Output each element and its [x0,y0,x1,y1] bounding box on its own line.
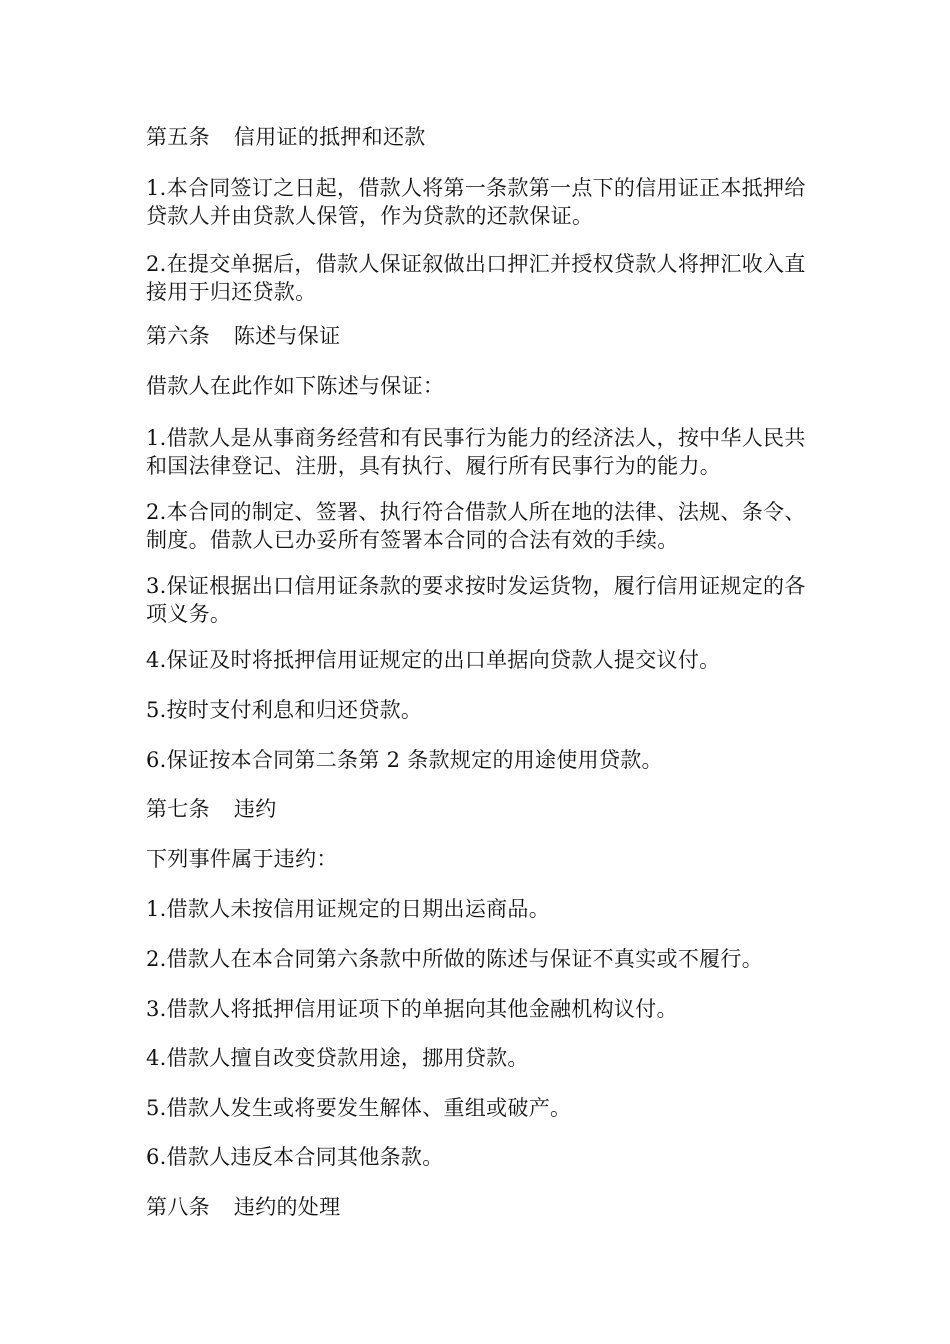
article-8-heading [146,1193,812,1221]
article-5-number: 第五条 [146,125,210,149]
article-6-heading [146,322,812,350]
article-7-number: 第七条 [146,797,210,821]
article-7-intro: 下列事件属于违约： [146,847,338,871]
article-6-item-6: 6.保证按本合同第二条第 2 条款规定的用途使用贷款。 [146,748,663,772]
article-8-number: 第八条 [146,1195,210,1219]
article-7-item-3: 3.借款人将抵押信用证项下的单据向其他金融机构议付。 [146,997,678,1021]
article-7-item-4: 4.借款人擅自改变贷款用途，挪用贷款。 [146,1046,529,1070]
article-6-item-1: 1.借款人是从事商务经营和有民事行为能力的经济法人，按中华人民共和国法律登记、注册，具有执行、履行所有民事行为的能力。 [146,426,806,478]
article-6-item-5: 5.按时支付利息和归还贷款。 [146,698,423,722]
article-7-item-5: 5.借款人发生或将要发生解体、重组或破产。 [146,1096,572,1120]
article-5-item-2: 2.在提交单据后，借款人保证叙做出口押汇并授权贷款人将押汇收入直接用于归还贷款。 [146,252,806,304]
article-5-item-1: 1.本合同签订之日起，借款人将第一条款第一点下的信用证正本抵押给贷款人并由贷款人保管，作为贷款的还款保证。 [146,176,806,228]
article-6-item-3: 3.保证根据出口信用证条款的要求按时发运货物，履行信用证规定的各项义务。 [146,574,806,626]
article-7-item-2: 2.借款人在本合同第六条款中所做的陈述与保证不真实或不履行。 [146,947,764,971]
article-7-item-6: 6.借款人违反本合同其他条款。 [146,1145,444,1169]
article-6-intro: 借款人在此作如下陈述与保证： [146,374,445,398]
article-6-item-4: 4.保证及时将抵押信用证规定的出口单据向贷款人提交议付。 [146,648,721,672]
article-8-title: 违约的处理 [233,1195,341,1219]
article-7-heading [146,795,812,823]
article-5-title: 信用证的抵押和还款 [233,125,426,149]
article-6-item-2: 2.本合同的制定、签署、执行符合借款人所在地的法律、法规、条令、制度。借款人已办妥所有签署本合同的合法有效的手续。 [146,500,806,552]
article-7-item-1: 1.借款人未按信用证规定的日期出运商品。 [146,897,551,921]
article-6-number: 第六条 [146,324,210,348]
article-6-title: 陈述与保证 [233,324,341,348]
article-5-heading [146,123,812,151]
article-7-title: 违约 [233,797,277,821]
